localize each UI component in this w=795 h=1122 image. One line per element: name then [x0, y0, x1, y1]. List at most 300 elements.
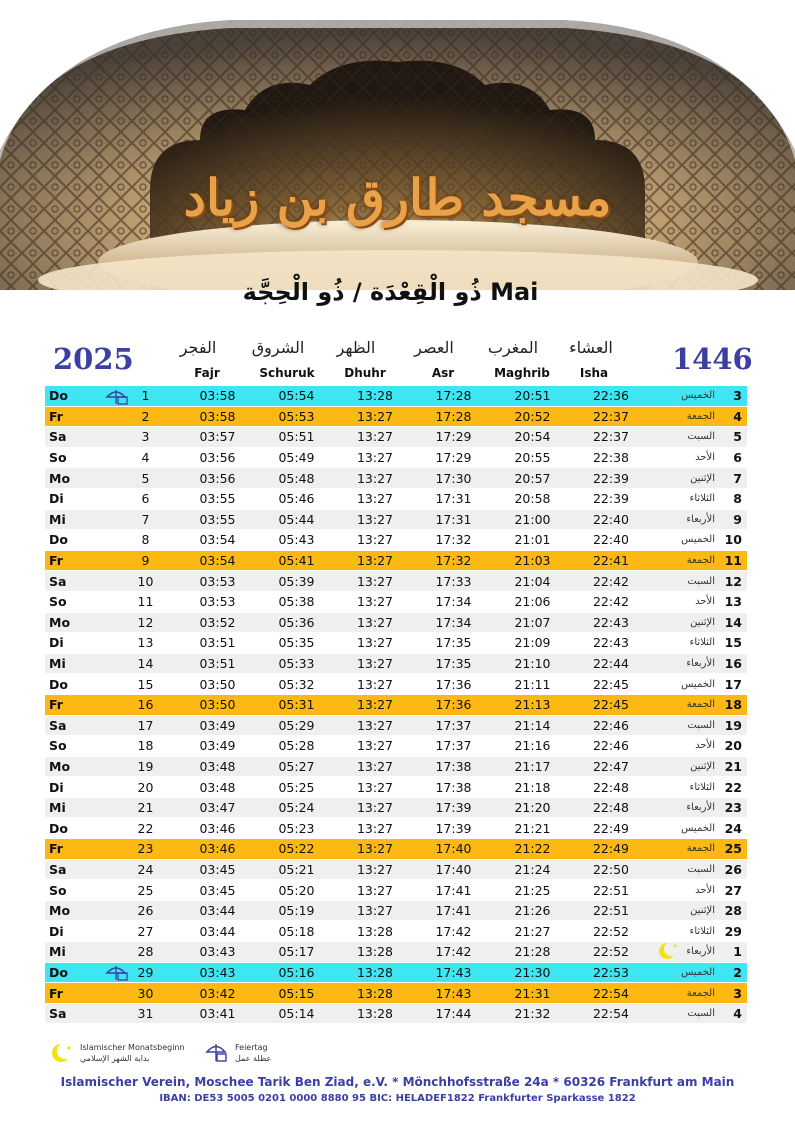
weekday-cell: So	[45, 880, 91, 901]
isha-time: 22:40	[572, 509, 650, 530]
hijri-day-cell: 16	[719, 653, 747, 674]
fajr-time: 03:51	[178, 633, 257, 654]
month-gregorian-label: Mai	[490, 278, 539, 306]
fajr-time: 03:44	[178, 900, 257, 921]
day-cell: 18	[131, 736, 178, 757]
hijri-day-cell: 29	[719, 921, 747, 942]
table-row	[45, 818, 747, 839]
icon-cell	[91, 715, 131, 736]
fajr-time: 03:55	[178, 509, 257, 530]
arabic-weekday-cell: الأربعاء	[650, 509, 719, 530]
arabic-weekday-cell: السبت	[650, 427, 719, 448]
table-row	[45, 530, 747, 551]
fajr-time: 03:53	[178, 571, 257, 592]
maghrib-time: 21:27	[493, 921, 572, 942]
day-cell: 23	[131, 839, 178, 860]
dhuhr-time: 13:27	[336, 694, 414, 715]
schuruk-time: 05:41	[257, 550, 336, 571]
table-row	[45, 921, 747, 942]
icon-cell	[91, 777, 131, 798]
asr-time: 17:31	[414, 509, 493, 530]
hijri-day-cell: 28	[719, 900, 747, 921]
asr-time: 17:41	[414, 900, 493, 921]
isha-time: 22:52	[572, 921, 650, 942]
maghrib-time: 21:22	[493, 839, 572, 860]
schuruk-time: 05:27	[257, 756, 336, 777]
arabic-weekday-cell: الإثنين	[650, 612, 719, 633]
arabic-weekday-cell: الخميس	[650, 674, 719, 695]
weekday-cell: Sa	[45, 427, 91, 448]
schuruk-time: 05:36	[257, 612, 336, 633]
maghrib-time: 20:58	[493, 488, 572, 509]
table-row	[45, 715, 747, 736]
schuruk-time: 05:29	[257, 715, 336, 736]
table-row	[45, 839, 747, 860]
dhuhr-time: 13:27	[336, 550, 414, 571]
maghrib-time: 21:13	[493, 694, 572, 715]
dhuhr-time: 13:27	[336, 633, 414, 654]
icon-cell	[91, 818, 131, 839]
dhuhr-time: 13:28	[336, 386, 414, 406]
table-row	[45, 591, 747, 612]
arabic-weekday-cell	[650, 942, 719, 963]
day-cell: 30	[131, 983, 178, 1004]
dhuhr-time: 13:27	[336, 530, 414, 551]
asr-time: 17:36	[414, 674, 493, 695]
crescent-moon-icon	[658, 942, 680, 960]
weekday-cell: Mo	[45, 612, 91, 633]
asr-time: 17:42	[414, 921, 493, 942]
maghrib-time: 21:30	[493, 962, 572, 983]
fajr-time: 03:48	[178, 777, 257, 798]
isha-time: 22:48	[572, 777, 650, 798]
maghrib-time: 21:31	[493, 983, 572, 1004]
table-row	[45, 406, 747, 427]
table-row	[45, 736, 747, 757]
icon-cell	[91, 921, 131, 942]
schuruk-time: 05:14	[257, 1003, 336, 1024]
asr-time: 17:34	[414, 612, 493, 633]
day-cell: 12	[131, 612, 178, 633]
asr-time: 17:39	[414, 818, 493, 839]
maghrib-time: 20:57	[493, 468, 572, 489]
weekday-cell: Mo	[45, 468, 91, 489]
col-header-dhuhr-ar: الظهر	[336, 338, 376, 357]
icon-cell	[91, 571, 131, 592]
arabic-weekday-cell: الإثنين	[650, 756, 719, 777]
fajr-time: 03:58	[178, 386, 257, 406]
weekday-cell: Do	[45, 530, 91, 551]
isha-time: 22:49	[572, 839, 650, 860]
col-header-asr-ar: العصر	[414, 338, 454, 357]
hijri-day-cell: 11	[719, 550, 747, 571]
table-row	[45, 571, 747, 592]
arabic-weekday-cell: الخميس	[650, 818, 719, 839]
isha-time: 22:49	[572, 818, 650, 839]
maghrib-time: 21:07	[493, 612, 572, 633]
icon-cell	[91, 797, 131, 818]
isha-time: 22:48	[572, 797, 650, 818]
asr-time: 17:37	[414, 715, 493, 736]
maghrib-time: 21:17	[493, 756, 572, 777]
dhuhr-time: 13:27	[336, 818, 414, 839]
isha-time: 22:37	[572, 406, 650, 427]
day-cell: 6	[131, 488, 178, 509]
arabic-weekday-label: الأربعاء	[686, 946, 715, 958]
asr-time: 17:28	[414, 386, 493, 406]
icon-cell	[91, 859, 131, 880]
hijri-day-cell: 7	[719, 468, 747, 489]
isha-time: 22:43	[572, 612, 650, 633]
dhuhr-time: 13:27	[336, 756, 414, 777]
schuruk-time: 05:53	[257, 406, 336, 427]
arabic-weekday-cell: الإثنين	[650, 900, 719, 921]
hijri-day-cell: 12	[719, 571, 747, 592]
day-cell: 1	[131, 386, 178, 406]
asr-time: 17:41	[414, 880, 493, 901]
maghrib-time: 21:11	[493, 674, 572, 695]
fajr-time: 03:50	[178, 694, 257, 715]
arabic-weekday-cell: الجمعة	[650, 550, 719, 571]
legend-holiday	[205, 1040, 325, 1070]
day-cell: 8	[131, 530, 178, 551]
hijri-day-cell: 9	[719, 509, 747, 530]
schuruk-time: 05:31	[257, 694, 336, 715]
hijri-day-cell: 3	[719, 983, 747, 1004]
asr-time: 17:37	[414, 736, 493, 757]
schuruk-time: 05:25	[257, 777, 336, 798]
isha-time: 22:40	[572, 530, 650, 551]
fajr-time: 03:54	[178, 550, 257, 571]
asr-time: 17:36	[414, 694, 493, 715]
hijri-day-cell: 8	[719, 488, 747, 509]
isha-time: 22:50	[572, 859, 650, 880]
fajr-time: 03:46	[178, 839, 257, 860]
asr-time: 17:38	[414, 777, 493, 798]
arabic-weekday-cell: الأحد	[650, 880, 719, 901]
isha-time: 22:41	[572, 550, 650, 571]
icon-cell	[91, 942, 131, 963]
hijri-year: 1446	[672, 342, 753, 376]
asr-time: 17:35	[414, 653, 493, 674]
isha-time: 22:54	[572, 983, 650, 1004]
dhuhr-time: 13:27	[336, 509, 414, 530]
icon-cell	[91, 427, 131, 448]
dhuhr-time: 13:27	[336, 797, 414, 818]
table-row	[45, 880, 747, 901]
weekday-cell: Fr	[45, 550, 91, 571]
maghrib-time: 21:06	[493, 591, 572, 612]
isha-time: 22:45	[572, 694, 650, 715]
col-header-schuruk: Schuruk	[259, 366, 315, 380]
day-cell: 27	[131, 921, 178, 942]
asr-time: 17:40	[414, 839, 493, 860]
hijri-day-cell: 1	[719, 942, 747, 963]
maghrib-time: 21:10	[493, 653, 572, 674]
day-cell: 21	[131, 797, 178, 818]
schuruk-time: 05:44	[257, 509, 336, 530]
day-cell: 10	[131, 571, 178, 592]
hijri-day-cell: 25	[719, 839, 747, 860]
table-row	[45, 674, 747, 695]
dhuhr-time: 13:27	[336, 488, 414, 509]
day-cell: 20	[131, 777, 178, 798]
weekday-cell: Mi	[45, 797, 91, 818]
arabic-weekday-cell: السبت	[650, 715, 719, 736]
icon-cell	[91, 406, 131, 427]
fajr-time: 03:58	[178, 406, 257, 427]
hijri-day-cell: 26	[719, 859, 747, 880]
maghrib-time: 21:04	[493, 571, 572, 592]
hijri-day-cell: 27	[719, 880, 747, 901]
arabic-weekday-cell: الجمعة	[650, 983, 719, 1004]
fajr-time: 03:53	[178, 591, 257, 612]
fajr-time: 03:48	[178, 756, 257, 777]
weekday-cell: Fr	[45, 694, 91, 715]
weekday-cell: Sa	[45, 571, 91, 592]
schuruk-time: 05:32	[257, 674, 336, 695]
icon-cell	[91, 530, 131, 551]
icon-cell	[91, 983, 131, 1004]
asr-time: 17:28	[414, 406, 493, 427]
dhuhr-time: 13:27	[336, 715, 414, 736]
schuruk-time: 05:23	[257, 818, 336, 839]
hijri-day-cell: 4	[719, 1003, 747, 1024]
hijri-day-cell: 19	[719, 715, 747, 736]
schuruk-time: 05:54	[257, 386, 336, 406]
asr-time: 17:39	[414, 797, 493, 818]
day-cell: 17	[131, 715, 178, 736]
icon-cell	[91, 488, 131, 509]
icon-cell	[91, 550, 131, 571]
day-cell: 24	[131, 859, 178, 880]
hijri-day-cell: 22	[719, 777, 747, 798]
col-header-fajr: Fajr	[194, 366, 220, 380]
table-row	[45, 550, 747, 571]
mosque-banner	[0, 0, 795, 320]
legend-holiday-ar: عطلة عمل	[235, 1054, 272, 1063]
maghrib-time: 21:26	[493, 900, 572, 921]
day-cell: 15	[131, 674, 178, 695]
maghrib-time: 21:16	[493, 736, 572, 757]
maghrib-time: 21:21	[493, 818, 572, 839]
hijri-day-cell: 2	[719, 962, 747, 983]
asr-time: 17:43	[414, 983, 493, 1004]
maghrib-time: 21:14	[493, 715, 572, 736]
day-cell: 5	[131, 468, 178, 489]
table-row	[45, 488, 747, 509]
schuruk-time: 05:16	[257, 962, 336, 983]
schuruk-time: 05:48	[257, 468, 336, 489]
arabic-weekday-cell: الثلاثاء	[650, 921, 719, 942]
arabic-weekday-cell: الأربعاء	[650, 797, 719, 818]
schuruk-time: 05:24	[257, 797, 336, 818]
table-row	[45, 1003, 747, 1024]
table-row	[45, 653, 747, 674]
footer-address: Islamischer Verein, Moschee Tarik Ben Ziad, e.V. * Mönchhofsstraße 24a * 60326 Frankfurt am Main	[60, 1075, 735, 1089]
prayer-times-body	[45, 386, 747, 1024]
maghrib-time: 21:18	[493, 777, 572, 798]
fajr-time: 03:45	[178, 859, 257, 880]
schuruk-time: 05:39	[257, 571, 336, 592]
dhuhr-time: 13:27	[336, 591, 414, 612]
maghrib-time: 21:28	[493, 942, 572, 963]
arabic-weekday-cell: الجمعة	[650, 839, 719, 860]
icon-cell	[91, 1003, 131, 1024]
day-cell: 26	[131, 900, 178, 921]
dhuhr-time: 13:27	[336, 859, 414, 880]
asr-time: 17:32	[414, 530, 493, 551]
maghrib-time: 21:32	[493, 1003, 572, 1024]
legend-month-start-de: Islamischer Monatsbeginn	[80, 1043, 185, 1052]
fajr-time: 03:41	[178, 1003, 257, 1024]
day-cell: 11	[131, 591, 178, 612]
arabic-weekday-cell: الثلاثاء	[650, 488, 719, 509]
dhuhr-time: 13:27	[336, 406, 414, 427]
hijri-day-cell: 23	[719, 797, 747, 818]
table-row	[45, 756, 747, 777]
isha-time: 22:54	[572, 1003, 650, 1024]
weekday-cell: Mi	[45, 509, 91, 530]
icon-cell	[91, 900, 131, 921]
maghrib-time: 21:24	[493, 859, 572, 880]
month-hijri-label: ذُو الْقِعْدَة / ذُو الْحِجَّة	[242, 278, 482, 306]
day-cell: 29	[131, 962, 178, 983]
isha-time: 22:47	[572, 756, 650, 777]
schuruk-time: 05:35	[257, 633, 336, 654]
schuruk-time: 05:15	[257, 983, 336, 1004]
dhuhr-time: 13:27	[336, 880, 414, 901]
table-row	[45, 427, 747, 448]
dhuhr-time: 13:28	[336, 1003, 414, 1024]
day-cell: 7	[131, 509, 178, 530]
dhuhr-time: 13:27	[336, 653, 414, 674]
weekday-cell: Do	[45, 674, 91, 695]
schuruk-time: 05:20	[257, 880, 336, 901]
icon-cell	[91, 509, 131, 530]
asr-time: 17:29	[414, 427, 493, 448]
schuruk-time: 05:22	[257, 839, 336, 860]
table-row	[45, 447, 747, 468]
asr-time: 17:33	[414, 571, 493, 592]
dhuhr-time: 13:27	[336, 427, 414, 448]
fajr-time: 03:43	[178, 962, 257, 983]
fajr-time: 03:42	[178, 983, 257, 1004]
hijri-day-cell: 3	[719, 386, 747, 406]
fajr-time: 03:47	[178, 797, 257, 818]
table-row	[45, 777, 747, 798]
col-header-asr: Asr	[431, 366, 455, 380]
dhuhr-time: 13:27	[336, 612, 414, 633]
maghrib-time: 21:00	[493, 509, 572, 530]
schuruk-time: 05:18	[257, 921, 336, 942]
month-line	[0, 278, 795, 306]
day-cell: 13	[131, 633, 178, 654]
day-cell: 19	[131, 756, 178, 777]
weekday-cell: So	[45, 591, 91, 612]
isha-time: 22:42	[572, 591, 650, 612]
gregorian-year: 2025	[53, 342, 134, 376]
isha-time: 22:51	[572, 900, 650, 921]
hijri-day-cell: 18	[719, 694, 747, 715]
schuruk-time: 05:19	[257, 900, 336, 921]
umbrella-briefcase-icon	[105, 388, 131, 406]
arabic-weekday-cell: الجمعة	[650, 406, 719, 427]
dhuhr-time: 13:28	[336, 942, 414, 963]
day-cell: 31	[131, 1003, 178, 1024]
umbrella-briefcase-icon	[105, 964, 131, 982]
maghrib-time: 21:20	[493, 797, 572, 818]
col-header-schuruk-ar: الشروق	[251, 338, 305, 357]
hijri-day-cell: 21	[719, 756, 747, 777]
col-header-fajr-ar: الفجر	[179, 338, 217, 357]
schuruk-time: 05:33	[257, 653, 336, 674]
weekday-cell: Mo	[45, 756, 91, 777]
icon-cell	[91, 612, 131, 633]
day-cell: 16	[131, 694, 178, 715]
asr-time: 17:34	[414, 591, 493, 612]
weekday-cell: Di	[45, 488, 91, 509]
fajr-time: 03:46	[178, 818, 257, 839]
umbrella-briefcase-icon	[205, 1042, 229, 1064]
schuruk-time: 05:51	[257, 427, 336, 448]
isha-time: 22:44	[572, 653, 650, 674]
arabic-weekday-cell: الثلاثاء	[650, 777, 719, 798]
weekday-cell: Mi	[45, 942, 91, 963]
weekday-cell: Mo	[45, 900, 91, 921]
fajr-time: 03:57	[178, 427, 257, 448]
hijri-day-cell: 10	[719, 530, 747, 551]
asr-time: 17:31	[414, 488, 493, 509]
asr-time: 17:38	[414, 756, 493, 777]
fajr-time: 03:43	[178, 942, 257, 963]
asr-time: 17:44	[414, 1003, 493, 1024]
hijri-day-cell: 24	[719, 818, 747, 839]
arabic-weekday-cell: السبت	[650, 1003, 719, 1024]
weekday-cell: Di	[45, 777, 91, 798]
fajr-time: 03:51	[178, 653, 257, 674]
day-cell: 9	[131, 550, 178, 571]
arabic-weekday-cell: الخميس	[650, 962, 719, 983]
icon-cell	[91, 468, 131, 489]
table-row	[45, 633, 747, 654]
hijri-day-cell: 14	[719, 612, 747, 633]
isha-time: 22:45	[572, 674, 650, 695]
maghrib-time: 21:09	[493, 633, 572, 654]
weekday-cell: Fr	[45, 406, 91, 427]
asr-time: 17:42	[414, 942, 493, 963]
asr-time: 17:30	[414, 468, 493, 489]
weekday-cell: Do	[45, 386, 91, 406]
table-row	[45, 612, 747, 633]
arabic-weekday-cell: الإثنين	[650, 468, 719, 489]
day-cell: 25	[131, 880, 178, 901]
dhuhr-time: 13:27	[336, 839, 414, 860]
icon-cell	[91, 694, 131, 715]
arch-ornament-image	[0, 0, 795, 320]
dhuhr-time: 13:28	[336, 921, 414, 942]
schuruk-time: 05:38	[257, 591, 336, 612]
fajr-time: 03:56	[178, 447, 257, 468]
dhuhr-time: 13:27	[336, 468, 414, 489]
weekday-cell: Do	[45, 962, 91, 983]
icon-cell	[91, 736, 131, 757]
maghrib-time: 20:51	[493, 386, 572, 406]
table-row	[45, 983, 747, 1004]
table-row	[45, 859, 747, 880]
isha-time: 22:43	[572, 633, 650, 654]
day-cell: 28	[131, 942, 178, 963]
